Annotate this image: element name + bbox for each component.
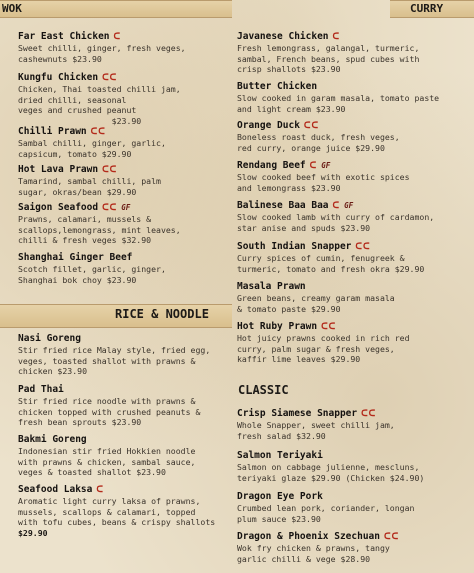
item-desc-line: capsicum, tomato $29.90 <box>18 148 132 159</box>
item-desc-line: with tofu cubes, beans & crispy shallots <box>18 517 216 527</box>
menu-item-dragon-phoenix-szechuan <box>237 531 463 564</box>
item-desc-line: dried chilli, seasonal <box>18 94 127 105</box>
item-desc-line: veges & toasted shallot $23.90 <box>18 467 166 477</box>
menu-item-pad-thai <box>18 384 244 428</box>
gluten-free-badge: GF <box>321 161 331 170</box>
item-desc-line: Wok fry chicken & prawns, tangy <box>237 543 390 553</box>
item-desc-line: Green beans, creamy garam masala <box>237 293 395 303</box>
chili-icon: ᑕᑕ <box>303 121 320 131</box>
item-desc-line: veges, toasted shallot with prawns & <box>18 355 196 366</box>
item-desc-line: turmeric, tomato and fresh okra $29.90 <box>237 263 425 274</box>
item-desc-line: Tamarind, sambal chilli, palm <box>18 176 161 186</box>
chili-icon: ᑕᑕ <box>361 409 377 419</box>
item-desc-line: mussels, scallops & calamari, topped <box>18 506 196 517</box>
item-name: Far East Chicken <box>18 31 110 42</box>
curry-heading: CURRY <box>410 2 444 15</box>
item-desc-line: and light cream $23.90 <box>237 103 346 114</box>
item-desc-line: crisp shallots $23.90 <box>237 64 341 74</box>
item-desc-line: Salmon on cabbage julienne, mescluns, <box>237 462 420 472</box>
item-name: Saigon Seafood <box>18 202 99 213</box>
item-desc-line: curry, palm sugar & fresh veges, <box>237 343 395 354</box>
item-desc-line: $23.90 <box>18 115 142 126</box>
item-desc-line: sambal, French beans, spud cubes with <box>237 53 420 64</box>
chili-icon: ᑕ <box>332 201 341 211</box>
chili-icon: ᑕᑕ <box>102 165 118 175</box>
item-desc-line: Stir fried rice Malay style, fried egg, <box>18 345 211 355</box>
item-name: Dragon & Phoenix Szechuan <box>237 531 380 542</box>
menu-item-javanese-chicken <box>237 31 463 75</box>
item-desc-line: Indonesian stir fried Hokkien noodle <box>18 446 196 456</box>
menu-item-bakmi-goreng <box>18 434 244 478</box>
item-desc-line: Hot juicy prawns cooked in rich red <box>237 333 410 343</box>
item-desc-line: fresh bean sprouts $23.90 <box>18 417 142 427</box>
item-name: Dragon Eye Pork <box>237 491 323 502</box>
menu-item-seafood-laksa <box>18 484 244 538</box>
item-name: Javanese Chicken <box>237 31 329 42</box>
gluten-free-badge: GF <box>121 203 131 212</box>
item-desc-line: & tomato paste $29.90 <box>237 303 341 314</box>
chili-icon: ᑕ <box>332 32 341 42</box>
menu-item-far-east-chicken <box>18 31 244 64</box>
item-desc-line: plum sauce $23.90 <box>237 513 321 524</box>
item-name: Nasi Goreng <box>18 333 81 344</box>
menu-item-orange-duck <box>237 120 463 153</box>
item-desc-line: Scotch fillet, garlic, ginger, <box>18 264 166 274</box>
item-name: Butter Chicken <box>237 81 318 92</box>
item-desc-line: Slow cooked beef with exotic spices <box>237 172 410 182</box>
item-desc-line: kaffir lime leaves $29.90 <box>237 354 361 364</box>
chili-icon: ᑕ <box>113 32 122 42</box>
item-desc-line: fresh salad $32.90 <box>237 430 326 441</box>
item-desc-line: chilli & fresh veges $32.90 <box>18 235 152 245</box>
menu-item-butter-chicken <box>237 81 463 114</box>
item-desc-line: scallops,lemongrass, mint leaves, <box>18 224 181 235</box>
item-desc-line: red curry, orange juice $29.90 <box>237 142 385 153</box>
item-desc-line: Whole Snapper, sweet chilli jam, <box>237 420 395 430</box>
item-desc-line: Aromatic light curry laksa of prawns, <box>18 496 201 506</box>
menu-item-kungfu-chicken <box>18 72 244 126</box>
item-name: Balinese Baa Baa <box>237 200 329 211</box>
chili-icon: ᑕ <box>96 485 104 495</box>
menu-item-chilli-prawn <box>18 126 244 159</box>
item-name: Hot Lava Prawn <box>18 164 99 175</box>
chili-icon: ᑕᑕ <box>321 322 337 332</box>
item-desc-line: chicken topped with crushed peanuts & <box>18 406 201 417</box>
menu-item-shanghai-ginger-beef <box>18 252 244 285</box>
menu-item-salmon-teriyaki <box>237 450 463 483</box>
wok-band <box>0 0 232 18</box>
item-name: Hot Ruby Prawn <box>237 321 318 332</box>
menu-item-masala-prawn <box>237 281 463 314</box>
item-desc-line: teriyaki glaze $29.90 (Chicken $24.90) <box>237 472 425 483</box>
chili-icon: ᑕᑕ <box>355 242 371 252</box>
item-name: Masala Prawn <box>237 281 306 292</box>
item-desc-line: Sweet chilli, ginger, fresh veges, <box>18 43 186 53</box>
item-name: Kungfu Chicken <box>18 72 99 83</box>
item-name: Shanghai Ginger Beef <box>18 252 133 263</box>
item-name: Pad Thai <box>18 384 64 395</box>
rice-heading: RICE & NOODLE <box>115 307 209 321</box>
menu-item-nasi-goreng <box>18 333 244 377</box>
item-desc-line: Sambal chilli, ginger, garlic, <box>18 138 166 148</box>
wok-heading: WOK <box>2 2 22 15</box>
classic-heading: CLASSIC <box>238 383 289 397</box>
item-desc-line: chicken $23.90 <box>18 366 88 376</box>
menu-item-crisp-siamese-snapper <box>237 408 463 441</box>
gluten-free-badge: GF <box>344 201 354 210</box>
item-desc-line: $29.90 <box>18 527 48 538</box>
item-desc-line: Chicken, Thai toasted chilli jam, <box>18 84 181 94</box>
item-name: Rendang Beef <box>237 160 306 171</box>
menu-item-saigon-seafood <box>18 202 244 246</box>
item-desc-line: garlic chilli & vege $28.90 <box>237 553 371 564</box>
item-name: Crisp Siamese Snapper <box>237 408 358 419</box>
item-desc-line: Slow cooked lamb with curry of cardamon, <box>237 212 435 222</box>
item-desc-line: Prawns, calamari, mussels & <box>18 214 152 224</box>
menu-item-rendang-beef <box>237 160 463 193</box>
item-desc-line: with prawns & chicken, sambal sauce, <box>18 456 196 467</box>
item-desc-line: Curry spices of cumin, fenugreek & <box>237 253 405 263</box>
menu-item-dragon-eye-pork <box>237 491 463 524</box>
chili-icon: ᑕ <box>309 161 318 171</box>
item-desc-line: Slow cooked in garam masala, tomato paste <box>237 93 440 103</box>
item-desc-line: cashewnuts $23.90 <box>18 53 102 64</box>
item-desc-line: Shanghai bok choy $23.90 <box>18 274 137 285</box>
item-name: Salmon Teriyaki <box>237 450 323 461</box>
menu-item-balinese-baa-baa <box>237 200 463 233</box>
item-name: Chilli Prawn <box>18 126 87 137</box>
item-desc-line: Boneless roast duck, fresh veges, <box>237 132 400 142</box>
menu-item-south-indian-snapper <box>237 241 463 274</box>
item-desc-line: and lemongrass $23.90 <box>237 182 341 193</box>
menu-item-hot-ruby-prawn <box>237 321 463 365</box>
item-desc-line: star anise and spuds $23.90 <box>237 222 371 233</box>
item-name: Seafood Laksa <box>18 484 93 495</box>
item-name: Orange Duck <box>237 120 300 131</box>
item-desc-line: veges and crushed peanut <box>18 105 137 115</box>
item-desc-line: Stir fried rice noodle with prawns & <box>18 396 196 406</box>
chili-icon: ᑕᑕ <box>102 203 118 213</box>
chili-icon: ᑕᑕ <box>102 73 118 83</box>
menu-item-hot-lava-prawn <box>18 164 244 197</box>
item-name: Bakmi Goreng <box>18 434 87 445</box>
item-desc-line: Crumbed lean pork, coriander, longan <box>237 503 415 513</box>
item-desc-line: Fresh lemongrass, galangal, turmeric, <box>237 43 420 53</box>
item-name: South Indian Snapper <box>237 241 352 252</box>
chili-icon: ᑕᑕ <box>384 532 400 542</box>
chili-icon: ᑕᑕ <box>90 127 106 137</box>
item-desc-line: sugar, okras/bean $29.90 <box>18 186 137 197</box>
